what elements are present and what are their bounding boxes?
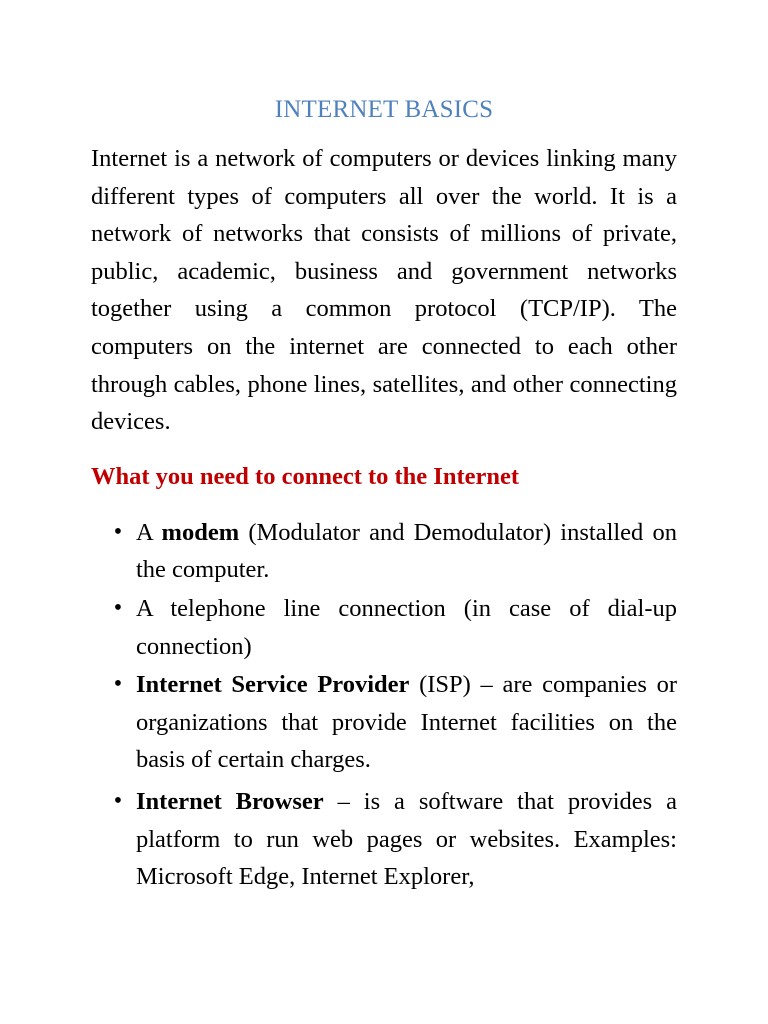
page-title: INTERNET BASICS xyxy=(274,96,494,123)
list-item-text: (Modulator and Demodulator) installed on the computer. xyxy=(136,518,678,584)
list-item-text: – is a software that provides a platform to run web pages or websites. Examples: Microsoft Edge, Internet Explorer, xyxy=(136,787,677,891)
list-item-prefix: A xyxy=(136,518,162,546)
list-item-isp xyxy=(91,666,677,779)
list-item-term: Internet Service Provider xyxy=(136,671,410,699)
section-heading: What you need to connect to the Internet xyxy=(91,462,520,490)
bullet-icon: • xyxy=(113,594,123,621)
list-item-term: modem xyxy=(161,518,240,546)
list-item-term: Internet Browser xyxy=(136,787,324,815)
bullet-icon: • xyxy=(113,671,123,698)
list-item-modem xyxy=(91,514,677,589)
list-item-browser xyxy=(91,783,677,896)
bullet-icon: • xyxy=(113,518,123,545)
list-item-text: A telephone line connection (in case of dial-up connection) xyxy=(136,594,677,660)
list-item-telephone-line xyxy=(91,590,677,665)
bullet-icon: • xyxy=(113,787,123,814)
requirements-list xyxy=(91,514,677,896)
list-item-text: (ISP) – are companies or organizations that provide Internet facilities on the basis of certain charges. xyxy=(136,671,677,774)
intro-paragraph: Internet is a network of computers or devices linking many different types of computers all over the world. It is a network of networks that consists of millions of private, public, academic, business and government networks together using a common protocol (TCP/IP). The computers on the internet are connected to each other through cables, phone lines, satellites, and other connecting devices. xyxy=(91,145,677,436)
